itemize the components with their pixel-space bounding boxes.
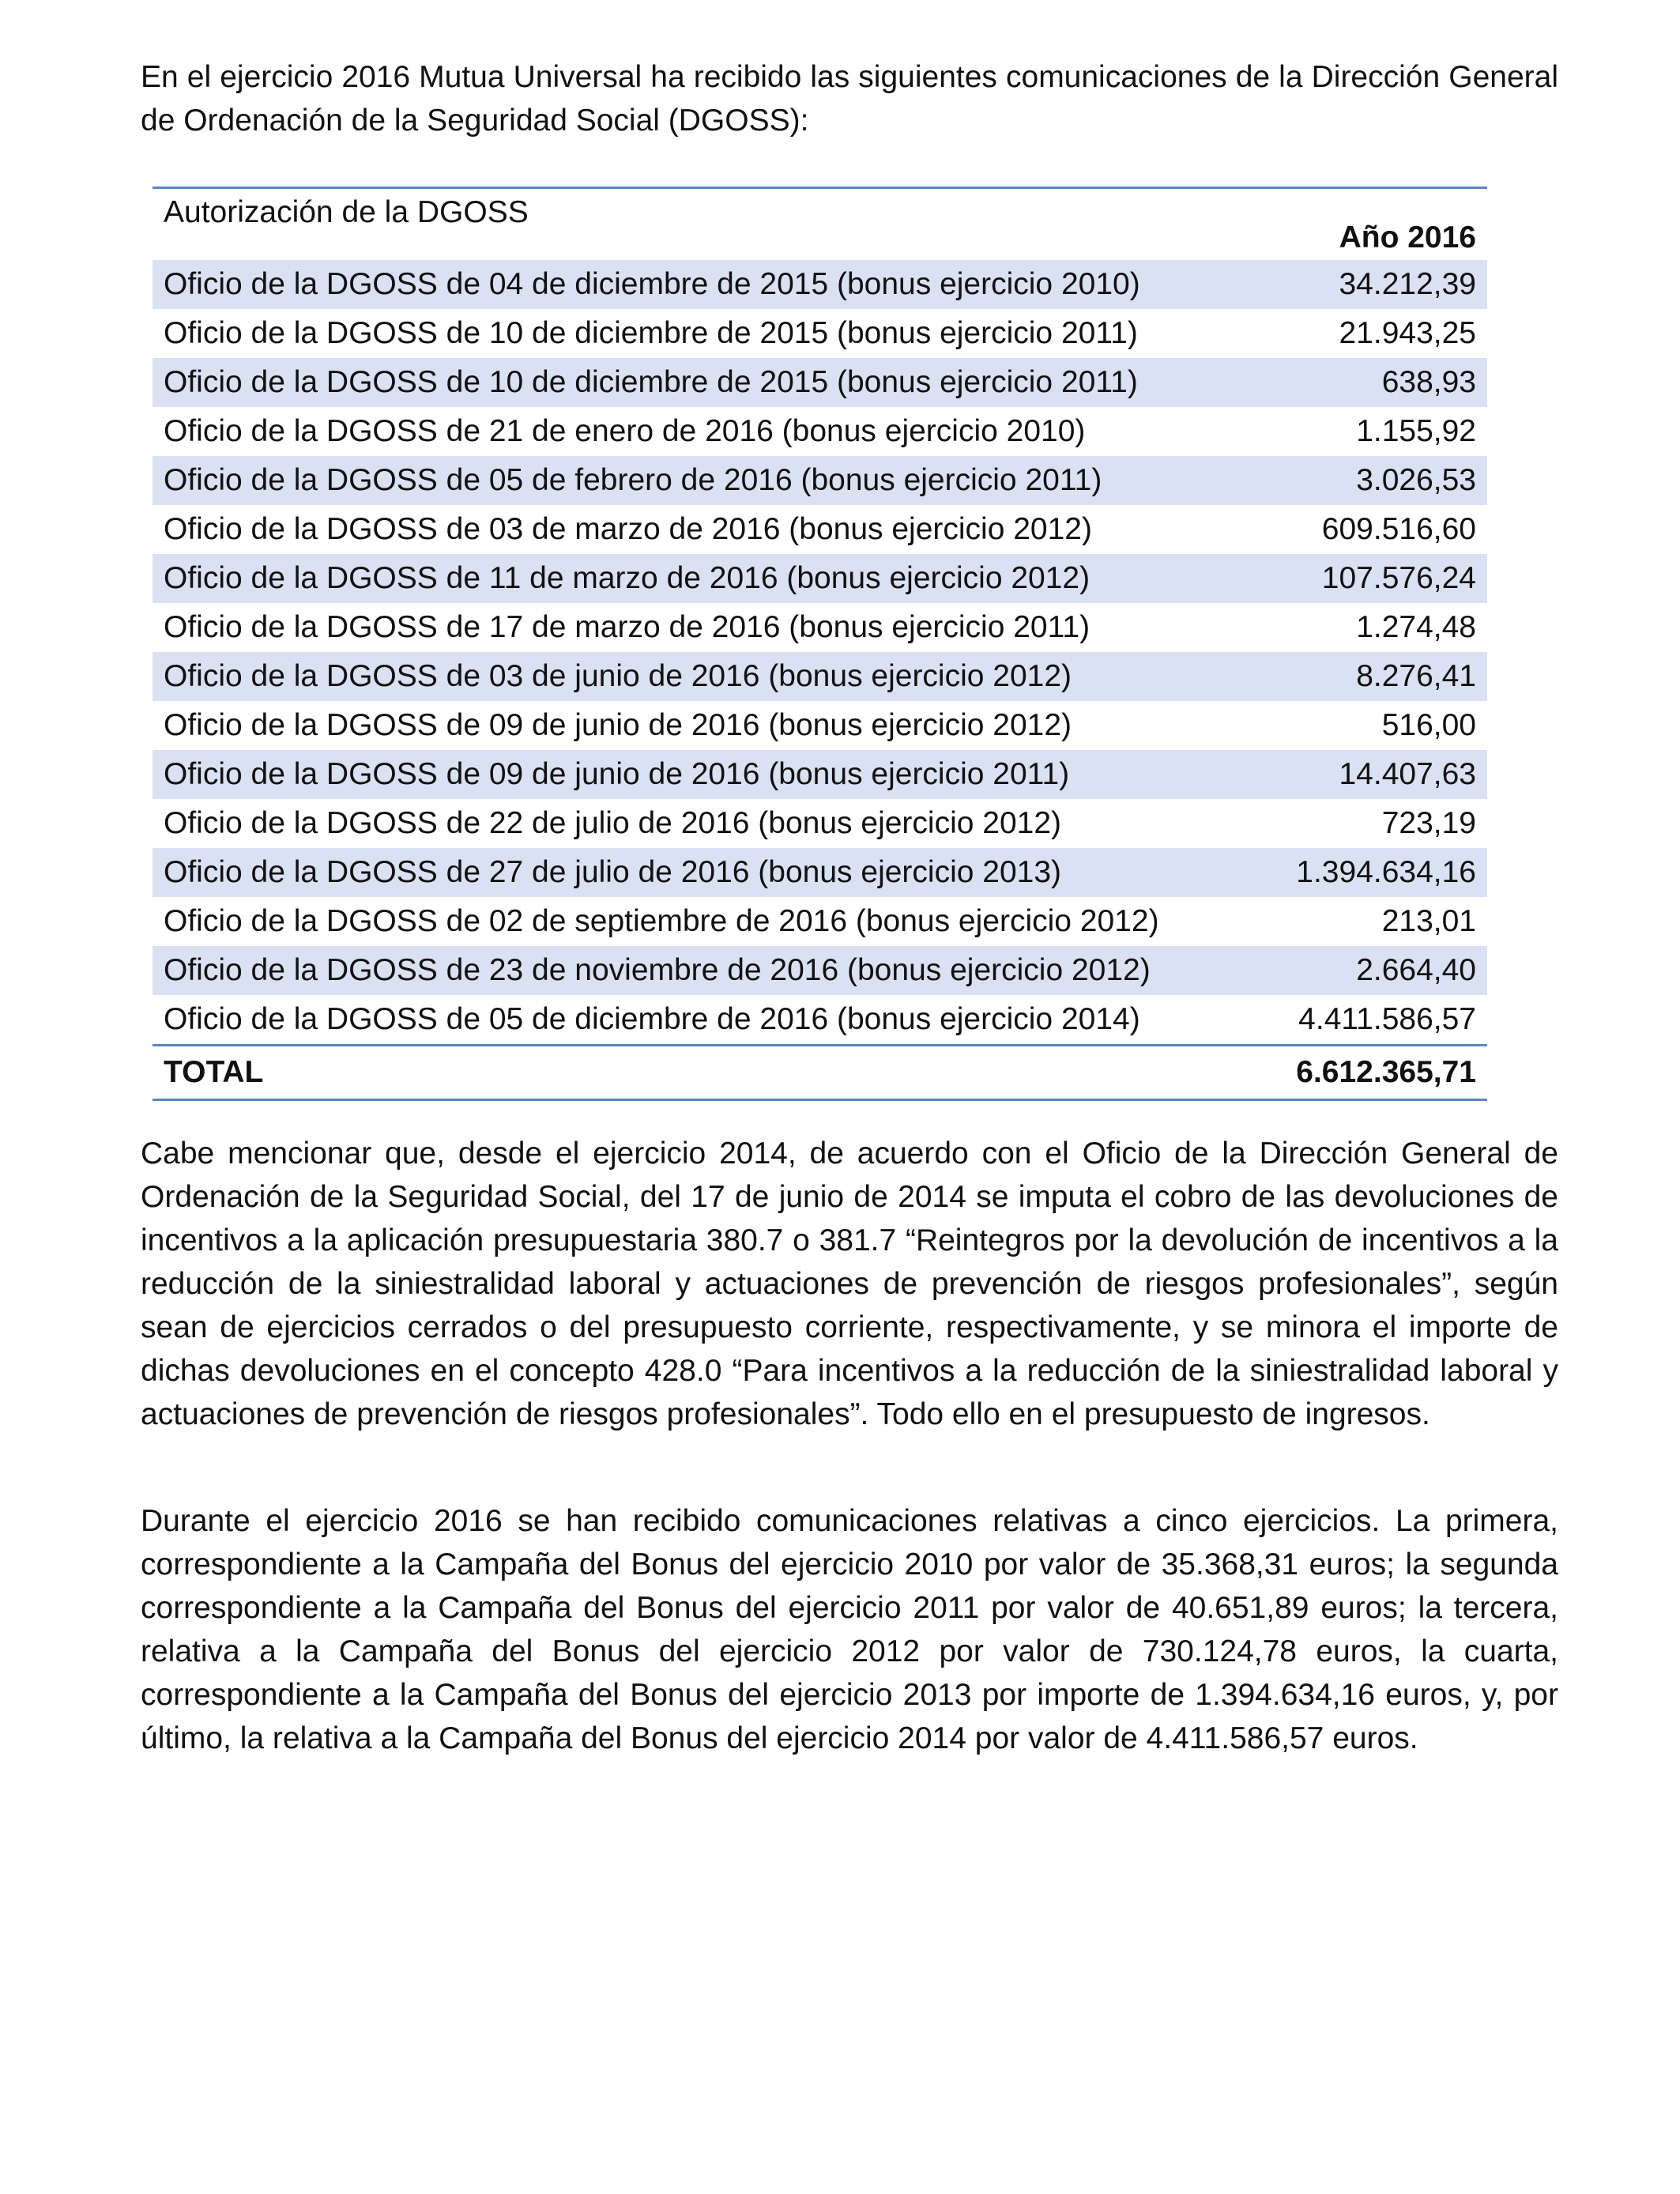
row-value: 8.276,41 bbox=[1356, 659, 1476, 693]
table-row bbox=[153, 701, 1487, 750]
row-value: 2.664,40 bbox=[1356, 953, 1476, 987]
row-label: Oficio de la DGOSS de 05 de febrero de 2016 (bonus ejercicio 2011) bbox=[164, 463, 1102, 497]
header-year: Año 2016 bbox=[1339, 221, 1476, 254]
row-label: Oficio de la DGOSS de 03 de marzo de 2016 (bonus ejercicio 2012) bbox=[164, 512, 1092, 546]
header-label: Autorización de la DGOSS bbox=[164, 195, 529, 229]
table-header-row bbox=[153, 188, 1487, 261]
row-label: Oficio de la DGOSS de 21 de enero de 2016 (bonus ejercicio 2010) bbox=[164, 414, 1086, 448]
paragraph-reintegros: Cabe mencionar que, desde el ejercicio 2014, de acuerdo con el Oficio de la Dirección General de Ordenación de la Seguridad Social, del 17 de junio de 2014 se imputa el cobro de las devoluciones de incentivos a la aplicación presupuestaria 380.7 o 381.7 “Reintegros por la devolución de incentivos a la reducción de la siniestralidad laboral y actuaciones de prevención de riesgos profesionales”, según sean de ejercicios cerrados o del presupuesto corriente, respectivamente, y se minora el importe de dichas devoluciones en el concepto 428.0 “Para incentivos a la reducción de la siniestralidad laboral y actuaciones de prevención de riesgos profesionales”. Todo ello en el presupuesto de ingresos. bbox=[141, 1137, 1558, 1431]
row-label: Oficio de la DGOSS de 22 de julio de 2016 (bonus ejercicio 2012) bbox=[164, 806, 1062, 840]
table-row bbox=[153, 407, 1487, 456]
row-value: 638,93 bbox=[1381, 365, 1476, 399]
row-value: 4.411.586,57 bbox=[1298, 1002, 1476, 1036]
row-value: 1.394.634,16 bbox=[1296, 855, 1476, 889]
total-row bbox=[153, 1046, 1487, 1100]
table-row bbox=[153, 652, 1487, 701]
row-label: Oficio de la DGOSS de 27 de julio de 2016 (bonus ejercicio 2013) bbox=[164, 855, 1062, 889]
dgoss-table-container bbox=[153, 187, 1487, 1101]
row-value: 516,00 bbox=[1381, 708, 1476, 742]
table-row bbox=[153, 995, 1487, 1046]
intro-paragraph: En el ejercicio 2016 Mutua Universal ha recibido las siguientes comunicaciones de la Dirección General de Ordenación de la Seguridad Social (DGOSS): bbox=[141, 60, 1558, 138]
row-value: 1.274,48 bbox=[1356, 610, 1476, 644]
table-row bbox=[153, 799, 1487, 848]
row-label: Oficio de la DGOSS de 05 de diciembre de 2016 (bonus ejercicio 2014) bbox=[164, 1002, 1140, 1036]
table-body bbox=[153, 260, 1487, 1046]
row-label: Oficio de la DGOSS de 10 de diciembre de 2015 (bonus ejercicio 2011) bbox=[164, 316, 1138, 350]
table-row bbox=[153, 260, 1487, 309]
table-row bbox=[153, 358, 1487, 407]
row-value: 723,19 bbox=[1381, 806, 1476, 840]
row-label: Oficio de la DGOSS de 02 de septiembre de 2016 (bonus ejercicio 2012) bbox=[164, 904, 1159, 938]
total-label: TOTAL bbox=[164, 1055, 264, 1089]
row-value: 3.026,53 bbox=[1356, 463, 1476, 497]
table-row bbox=[153, 554, 1487, 603]
dgoss-table bbox=[153, 187, 1487, 1101]
row-value: 14.407,63 bbox=[1339, 757, 1476, 791]
row-label: Oficio de la DGOSS de 03 de junio de 2016 (bonus ejercicio 2012) bbox=[164, 659, 1072, 693]
table-row bbox=[153, 750, 1487, 799]
row-value: 609.516,60 bbox=[1321, 512, 1476, 546]
row-label: Oficio de la DGOSS de 04 de diciembre de 2015 (bonus ejercicio 2010) bbox=[164, 267, 1140, 301]
paragraph-campanas-bonus: Durante el ejercicio 2016 se han recibido comunicaciones relativas a cinco ejercicios. La primera, correspondiente a la Campaña del Bonus del ejercicio 2010 por valor de 35.368,31 euros; la segunda correspondiente a la Campaña del Bonus del ejercicio 2011 por valor de 40.651,89 euros; la tercera, relativa a la Campaña del Bonus del ejercicio 2012 por valor de 730.124,78 euros, la cuarta, correspondiente a la Campaña del Bonus del ejercicio 2013 por importe de 1.394.634,16 euros, y, por último, la relativa a la Campaña del Bonus del ejercicio 2014 por valor de 4.411.586,57 euros. bbox=[141, 1504, 1558, 1755]
row-label: Oficio de la DGOSS de 09 de junio de 2016 (bonus ejercicio 2012) bbox=[164, 708, 1072, 742]
table-row bbox=[153, 946, 1487, 995]
row-label: Oficio de la DGOSS de 17 de marzo de 2016 (bonus ejercicio 2011) bbox=[164, 610, 1090, 644]
row-value: 21.943,25 bbox=[1339, 316, 1476, 350]
table-row bbox=[153, 897, 1487, 946]
total-value: 6.612.365,71 bbox=[1296, 1055, 1476, 1089]
row-value: 213,01 bbox=[1381, 904, 1476, 938]
row-label: Oficio de la DGOSS de 11 de marzo de 2016 (bonus ejercicio 2012) bbox=[164, 561, 1090, 595]
row-value: 34.212,39 bbox=[1339, 267, 1476, 301]
row-value: 107.576,24 bbox=[1321, 561, 1476, 595]
table-row bbox=[153, 456, 1487, 505]
row-value: 1.155,92 bbox=[1356, 414, 1476, 448]
row-label: Oficio de la DGOSS de 23 de noviembre de 2016 (bonus ejercicio 2012) bbox=[164, 953, 1151, 987]
table-row bbox=[153, 505, 1487, 554]
table-row bbox=[153, 848, 1487, 897]
row-label: Oficio de la DGOSS de 09 de junio de 2016 (bonus ejercicio 2011) bbox=[164, 757, 1070, 791]
table-row bbox=[153, 309, 1487, 358]
table-row bbox=[153, 603, 1487, 652]
row-label: Oficio de la DGOSS de 10 de diciembre de 2015 (bonus ejercicio 2011) bbox=[164, 365, 1138, 399]
